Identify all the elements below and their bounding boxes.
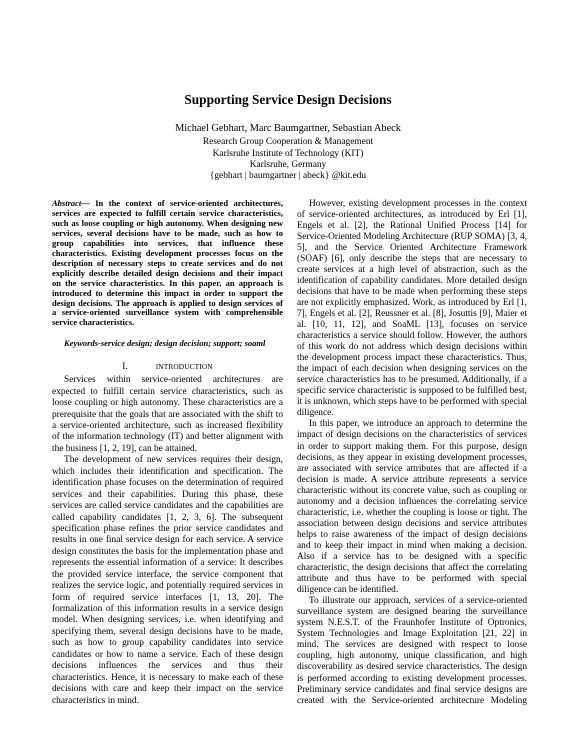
text-line: of service-oriented architectures, as introduced by Erl [1],	[297, 209, 527, 220]
paragraph	[297, 419, 527, 596]
text-line: identification phase focuses on the determination of required	[52, 478, 283, 489]
paragraph	[52, 375, 283, 455]
abstract	[52, 199, 283, 328]
text-line: the development process impact these characteristics. Thus,	[297, 353, 527, 364]
affiliation-group: Research Group Cooperation & Management	[202, 137, 374, 148]
text-line: (SOAF) [6], only describe the steps that are necessary to	[297, 253, 527, 264]
text-line: loose coupling or high autonomy. These characteristics are a	[52, 398, 283, 409]
section-number: I.	[122, 361, 128, 372]
affiliation-block	[0, 137, 576, 182]
text-line: Also if a service has to be designed with a specific	[297, 552, 527, 562]
abstract-line: services are expected to fulfill certain service characteristics,	[52, 207, 283, 218]
text-line: characteristics in mind.	[52, 695, 139, 706]
text-line: The development of new services requires their design,	[64, 455, 283, 466]
left-column-body	[52, 375, 283, 707]
text-line: impact of design decisions on the characteristics of services	[297, 430, 527, 441]
abstract-label: Abstract—	[52, 198, 90, 208]
text-line: represents the essential information of a service: It describes	[52, 558, 283, 569]
abstract-line: services, several decisions have to be made, such as how to	[52, 227, 283, 238]
abstract-line: design decisions. The approach is applied to design services of	[52, 297, 283, 308]
text-line: of this work do not address which design decisions within	[297, 342, 527, 353]
text-line: In this paper, we introduce an approach to determine the	[309, 419, 527, 430]
abstract-line: description of necessary steps to create services and do not	[52, 257, 283, 268]
text-line: realizes the service logic, and potentially required services in	[52, 581, 283, 592]
section-heading	[52, 361, 283, 373]
text-line: in order to support making them. For this purpose, design	[297, 441, 527, 452]
text-line: specification phase refines the prior service candidates and	[52, 523, 283, 534]
abstract-line: explicitly describe detailed design decisions and their impact	[52, 267, 283, 278]
text-line: the provided service interface, the service component that	[52, 569, 283, 580]
text-line: called capability candidates [1, 2, 3, 6]. The subsequent	[52, 512, 283, 523]
text-line: diligence can be identified.	[297, 585, 399, 596]
text-line: decisions that have to be made when performing these steps	[297, 286, 527, 297]
keywords: Keywords-service design; design decision; support; soaml	[64, 338, 266, 348]
text-line: of the information technology (IT) and better alignment with	[52, 432, 283, 443]
paragraph	[297, 596, 527, 706]
paragraph	[52, 455, 283, 707]
text-line: is performed according to existing development processes.	[297, 673, 527, 684]
text-line: services are called service candidates and the capabilities are	[52, 501, 283, 512]
text-line: Services within service-oriented architectures are	[64, 375, 283, 386]
text-line: To illustrate our approach, services of a service-oriented	[309, 596, 527, 607]
text-line: are associated with service attributes that are affected if a	[297, 463, 527, 474]
text-line: specific service characteristic is supposed to be fulfilled best,	[297, 386, 527, 397]
text-line: coupling, high autonomy, unique classification, and high	[297, 651, 527, 662]
text-line: model. When designing services, i.e. when identifying and	[52, 615, 283, 626]
text-line: the impact of each decision when designing services on the	[297, 364, 527, 375]
text-line: discoverability as desired service characteristics. The design	[297, 662, 527, 673]
affiliation-location: Karlsruhe, Germany	[249, 159, 327, 170]
text-line: characteristic, the design decisions that affect the correlating	[297, 563, 527, 574]
text-line: created with the Service-oriented architecture Modeling	[297, 695, 527, 706]
text-line: 5], and the Service Oriented Architecture Framework	[297, 242, 527, 253]
text-line: expected to fulfill certain service characteristics, such as	[52, 386, 283, 397]
text-line: candidates or how to name a service. Each of these design	[52, 649, 283, 660]
abstract-line: service characteristics.	[52, 317, 135, 328]
abstract-line: characteristics. Existing development processes focus on the	[52, 247, 283, 258]
text-line: Engels et al. [2], the Rational Unified Process [14] for	[297, 220, 527, 231]
text-line: the business [1, 2, 19], can be attained.	[52, 443, 198, 454]
abstract-text: In the context of service-oriented architectures,	[95, 198, 283, 208]
text-line: decisions with care and keep their impact on the service	[52, 684, 283, 695]
text-line: and to keep their impact in mind when making a decision.	[297, 540, 527, 551]
text-line: However, existing development processes in the context	[309, 198, 527, 209]
text-line: System Technologies and Image Exploitation [21, 22] in	[297, 629, 527, 640]
text-line: system N.E.S.T. of the Fraunhofer Institute of Optronics,	[297, 618, 527, 629]
text-line: autonomy and a decision influences the correlating service	[297, 496, 527, 507]
text-line: characteristics a service should follow. However, the authors	[297, 331, 527, 342]
text-line: al. [10, 11, 12], and SoaML [13], focuses on service	[297, 320, 527, 331]
text-line: decisions, as they appear in existing development processes,	[297, 452, 527, 463]
text-line: association between design decisions and service attributes	[297, 518, 527, 529]
text-line: formalization of this information results in a service design	[52, 604, 283, 615]
text-line: Service-Oriented Modeling Architecture (RUP SOMA) [3, 4,	[297, 231, 527, 242]
text-line: form of required service interfaces [1, 13, 20]. The	[52, 592, 283, 603]
text-line: such as how to group capability candidates into service	[52, 638, 283, 649]
text-line: characteristics. Hence, it is necessary to make each of these	[52, 672, 283, 683]
abstract-line: introduced to determine this impact in order to support the	[52, 287, 283, 298]
text-line: create services at a high level of abstraction, such as the	[297, 264, 527, 275]
paragraph	[297, 199, 527, 420]
abstract-line: group capabilities into services, that influence these	[52, 237, 283, 248]
text-line: mind. The services are designed with respect to loose	[297, 640, 527, 651]
text-line: specifying them, several design decisions have to be made,	[52, 626, 283, 637]
text-line: which includes their identification and specification. The	[52, 466, 283, 477]
text-line: 7], Engels et al. [2], Reussner et al. [8], Josuttis [9], Maier et	[297, 308, 527, 319]
text-line: prerequisite that the goals that are associated with the shift to	[52, 409, 283, 420]
text-line: diligence.	[297, 408, 334, 419]
text-line: attribute and thus have to be performed with special	[297, 574, 527, 585]
text-line: design constitutes the basis for the implementation phase and	[52, 546, 283, 557]
text-line: characteristic without its concrete value, such as coupling or	[297, 485, 527, 496]
text-line: a service-oriented architecture, such as increased flexibility	[52, 421, 283, 432]
text-line: characteristic, i.e. whether the coupling is loose or tight. The	[297, 507, 527, 518]
text-line: identification of capability candidates. More detailed design	[297, 275, 527, 286]
right-column-body	[297, 199, 527, 707]
text-line: decisions influences the services and thus their	[52, 661, 283, 672]
section-title: INTRODUCTION	[155, 361, 213, 371]
text-line: Preliminary service candidates and final service designs are	[297, 684, 527, 695]
text-line: helps to raise awareness of the impact of design decisions	[297, 529, 527, 540]
text-line: surveillance system are designed bearing the surveillance	[297, 607, 527, 618]
abstract-line: on the service characteristics. In this paper, an approach is	[52, 277, 283, 288]
affiliation-institute: Karlsruhe Institute of Technology (KIT)	[212, 148, 364, 159]
author-emails: {gebhart | baumgartner | abeck} @kit.edu	[209, 171, 367, 182]
abstract-line: such as loose coupling or high autonomy. When designing new	[52, 217, 283, 228]
text-line: results in one final service design for each service. A service	[52, 535, 283, 546]
paper-title: Supporting Service Design Decisions	[184, 92, 392, 107]
text-line: services and their capabilities. During this phase, these	[52, 489, 283, 500]
text-line: decision is made. A service attribute represents a service	[297, 474, 527, 485]
text-line: it is unknown, which steps have to be performed with special	[297, 397, 527, 408]
text-line: are not explicitly emphasized. Work, as introduced by Erl [1,	[297, 297, 527, 308]
author-list: Michael Gebhart, Marc Baumgartner, Sebastian Abeck	[175, 122, 401, 134]
abstract-line: a service-oriented surveillance system with comprehensible	[52, 307, 283, 318]
text-line: service characteristics has to be presumed. Additionally, if a	[297, 375, 527, 386]
